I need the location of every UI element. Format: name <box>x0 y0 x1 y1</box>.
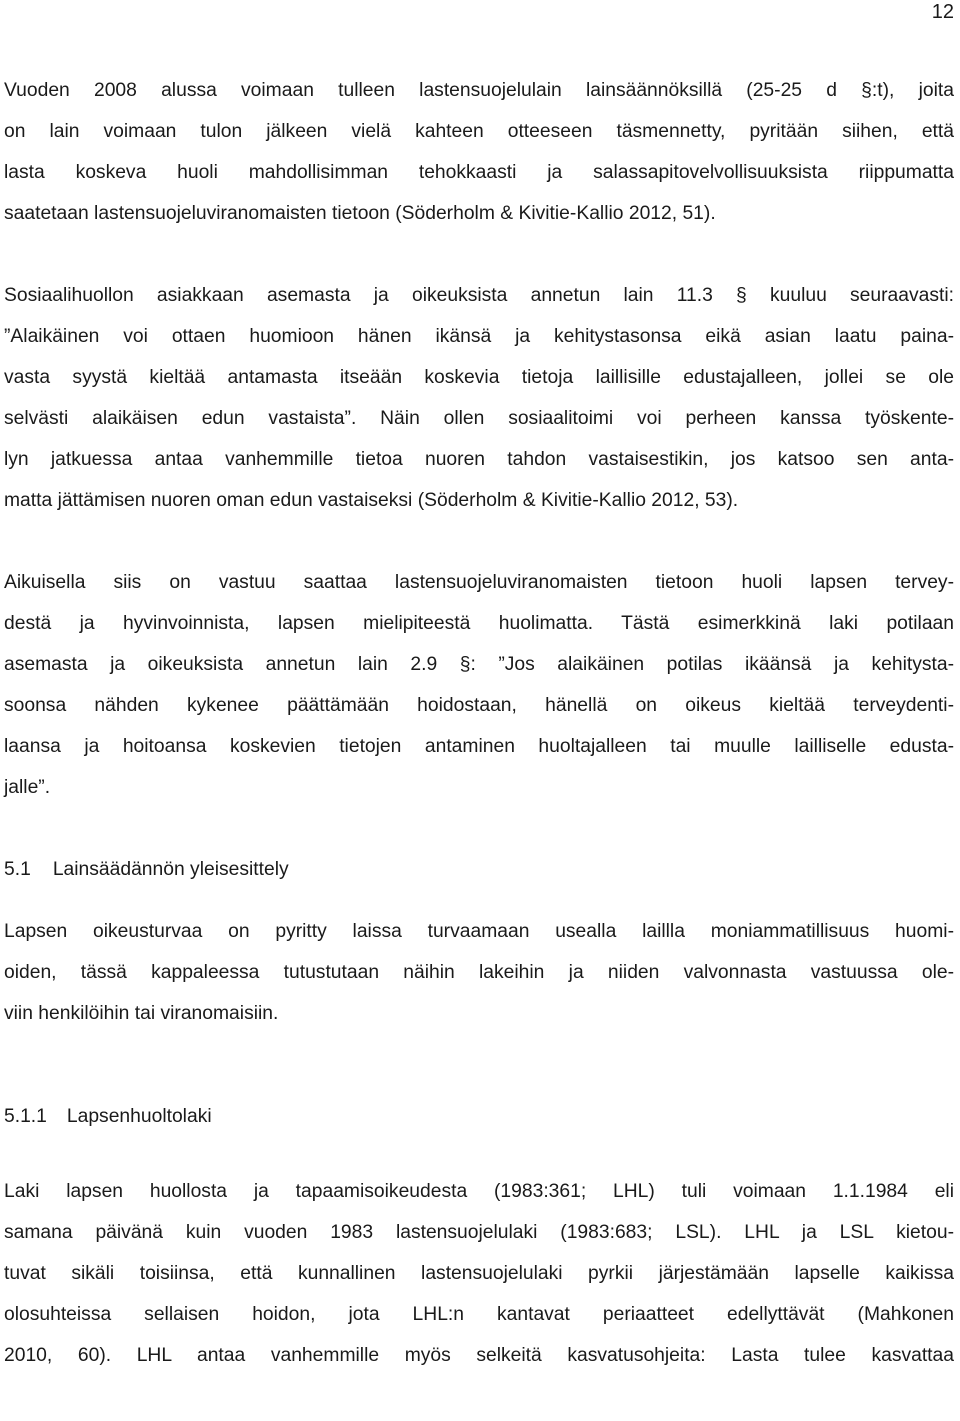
text-line: oiden, tässä kappaleessa tutustutaan näihin lakeihin ja niiden valvonnasta vastuussa ole- <box>4 962 954 983</box>
text-line: jalle”. <box>4 777 51 798</box>
text-line: lasta koskeva huoli mahdollisimman tehokkaasti ja salassapitovelvollisuuksista riippumatta <box>4 162 954 183</box>
paragraph-lapsenhuoltolaki <box>4 1171 954 1376</box>
text-line: matta jättämisen nuoren oman edun vastaiseksi (Söderholm & Kivitie-Kallio 2012, 53). <box>4 490 739 511</box>
page-number: 12 <box>931 1 954 23</box>
section-title: Lapsenhuoltolaki <box>66 1106 212 1127</box>
paragraph-aikuisen-vastuu <box>4 562 954 808</box>
text-line: on lain voimaan tulon jälkeen vielä kahteen otteeseen täsmennetty, pyritään siihen, että <box>4 121 954 142</box>
document-body <box>4 70 954 1376</box>
section-heading-5-1-1 <box>4 1096 954 1137</box>
text-line: 2010, 60). LHL antaa vanhemmille myös selkeitä kasvatusohjeita: Lasta tulee kasvattaa <box>4 1345 954 1366</box>
text-line: destä ja hyvinvoinnista, lapsen mielipiteestä huolimatta. Tästä esimerkkinä laki potilaan <box>4 613 954 634</box>
text-line: selvästi alaikäisen edun vastaista”. Näin ollen sosiaalitoimi voi perheen kanssa työskente- <box>4 408 954 429</box>
text-line: tuvat sikäli toisiinsa, että kunnallinen lastensuojelulaki pyrkii järjestämään lapselle kaikissa <box>4 1263 954 1284</box>
text-line: saatetaan lastensuojeluviranomaisten tietoon (Söderholm & Kivitie-Kallio 2012, 51). <box>4 203 716 224</box>
text-line: ”Alaikäinen voi ottaen huomioon hänen ikänsä ja kehitystasonsa eikä asian laatu paina- <box>4 326 954 347</box>
section-title: Lainsäädännön yleisesittely <box>52 859 289 880</box>
text-line: Aikuisella siis on vastuu saattaa lastensuojeluviranomaisten tietoon huoli lapsen tervey- <box>4 572 954 593</box>
text-line: samana päivänä kuin vuoden 1983 lastensuojelulaki (1983:683; LSL). LHL ja LSL kietou- <box>4 1222 954 1243</box>
paragraph-lastensuojelulaki <box>4 70 954 234</box>
text-line: Sosiaalihuollon asiakkaan asemasta ja oikeuksista annetun lain 11.3 § kuuluu seuraavasti: <box>4 285 954 306</box>
text-line: soonsa nähden kykenee päättämään hoidostaan, hänellä on oikeus kieltää terveydenti- <box>4 695 954 716</box>
paragraph-sosiaalihuolto <box>4 275 954 521</box>
section-number: 5.1 <box>4 859 31 880</box>
text-line: Vuoden 2008 alussa voimaan tulleen lastensuojelulain lainsäännöksillä (25-25 d §:t), joita <box>4 80 954 101</box>
text-line: lyn jatkuessa antaa vanhemmille tietoa nuoren tahdon vastaisestikin, jos katsoo sen anta- <box>4 449 954 470</box>
text-line: olosuhteissa sellaisen hoidon, jota LHL:n kantavat periaatteet edellyttävät (Mahkonen <box>4 1304 954 1325</box>
text-line: Laki lapsen huollosta ja tapaamisoikeudesta (1983:361; LHL) tuli voimaan 1.1.1984 eli <box>4 1181 954 1202</box>
section-number: 5.1.1 <box>4 1106 47 1127</box>
text-line: vasta syystä kieltää antamasta itseään koskevia tietoja laillisille edustajalleen, jollei se ole <box>4 367 954 388</box>
paragraph-lainsaadanto <box>4 911 954 1034</box>
text-line: Lapsen oikeusturvaa on pyritty laissa turvaamaan usealla laillla moniammatillisuus huomi- <box>4 921 954 942</box>
text-line: laansa ja hoitoansa koskevien tietojen antaminen huoltajalleen tai muulle lailliselle edusta- <box>4 736 954 757</box>
text-line: viin henkilöihin tai viranomaisiin. <box>4 1003 279 1024</box>
text-line: asemasta ja oikeuksista annetun lain 2.9 §: ”Jos alaikäinen potilas ikäänsä ja kehitysta- <box>4 654 954 675</box>
section-heading-5-1 <box>4 849 954 890</box>
